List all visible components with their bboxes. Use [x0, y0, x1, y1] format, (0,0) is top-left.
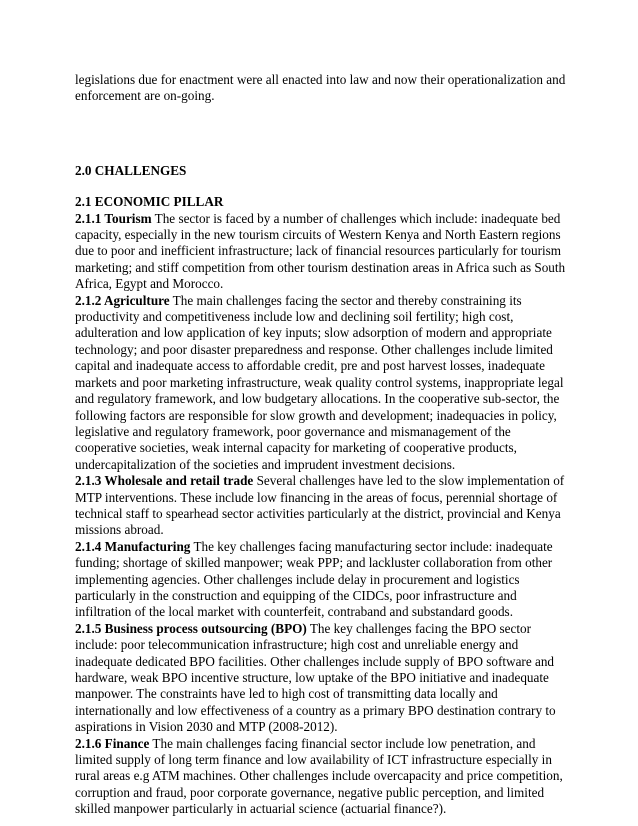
intro-paragraph: legislations due for enactment were all enacted into law and now their operationalization and enforcement are on-going.: [75, 72, 566, 104]
section-tourism: [75, 211, 569, 293]
section-body: The sector is faced by a number of challenges which include: inadequate bed capacity, especially in the new tourism circuits of Western Kenya and North Eastern regions due to poor and inefficient infrastructure; lack of financial resources particularly for tourism marketing; and stiff competition from other tourism destination areas in Africa such as South Africa, Egypt and Morocco.: [75, 210, 566, 292]
economic-pillar-heading: 2.1 ECONOMIC PILLAR: [75, 194, 224, 210]
section-agriculture: [75, 293, 569, 473]
section-title: 2.1.1 Tourism: [75, 210, 152, 226]
document-page: [75, 72, 569, 818]
section-body: The main challenges facing the sector and thereby constraining its productivity and competitiveness include low and declining soil fertility; high cost, adulteration and low application of key inputs; slow adsorption of modern and appropriate technology; and poor disaster preparedness and response. Other challenges include limited capital and inadequate access to affordable credit, pre and post harvest losses, inadequate markets and poor marketing infrastructure, weak quality control systems, inappropriate legal and regulatory framework, and low budgetary allocations. In the cooperative sub-sector, the following factors are responsible for slow growth and development; inadequacies in policy, legislative and regulatory framework, poor governance and mismanagement of the cooperative societies, weak internal capacity for marketing of cooperative products, undercapitalization of the societies and imprudent investment decisions.: [75, 292, 564, 472]
section-body: The main challenges facing financial sector include low penetration, and limited supply of long term finance and low availability of ICT infrastructure especially in rural areas e.g ATM machines. Other challenges include overcapacity and price competition, corruption and fraud, poor corporate governance, negative public perception, and limited skilled manpower particularly in actuarial science (actuarial finance?).: [75, 735, 563, 817]
section-title: 2.1.3 Wholesale and retail trade: [75, 473, 254, 489]
challenges-heading: 2.0 CHALLENGES: [75, 162, 187, 178]
spacer: [75, 179, 569, 194]
section-title: 2.1.4 Manufacturing: [75, 538, 191, 554]
section-title: 2.1.2 Agriculture: [75, 292, 170, 308]
section-body: The key challenges facing manufacturing sector include: inadequate funding; shortage of skilled manpower; weak PPP; and lackluster collaboration from other implementing agencies. Other challenges include delay in procurement and logistics particularly in the construction and equipping of the CIDCs, poor infrastructure and infiltration of the local market with counterfeit, contraband and substandard goods.: [75, 538, 553, 620]
section-finance: [75, 736, 569, 818]
spacer: [75, 105, 569, 163]
section-manufacturing: [75, 539, 569, 621]
section-body: The key challenges facing the BPO sector include: poor telecommunication infrastructure; high cost and unreliable energy and inadequate dedicated BPO facilities. Other challenges include supply of BPO software and hardware, weak BPO incentive structure, low uptake of the BPO initiative and inadequate manpower. The constraints have led to high cost of transmitting data locally and internationally and low effectiveness of a country as a primary BPO destination contrary to aspirations in Vision 2030 and MTP (2008-2012).: [75, 620, 556, 735]
section-bpo: [75, 621, 569, 736]
section-title: 2.1.5 Business process outsourcing (BPO): [75, 620, 307, 636]
section-wholesale-retail: [75, 473, 569, 539]
section-body: Several challenges have led to the slow implementation of MTP interventions. These include low financing in the areas of focus, perennial shortage of technical staff to spearhead sector activities particularly at the district, provincial and Kenya missions abroad.: [75, 473, 565, 538]
section-title: 2.1.6 Finance: [75, 735, 150, 751]
